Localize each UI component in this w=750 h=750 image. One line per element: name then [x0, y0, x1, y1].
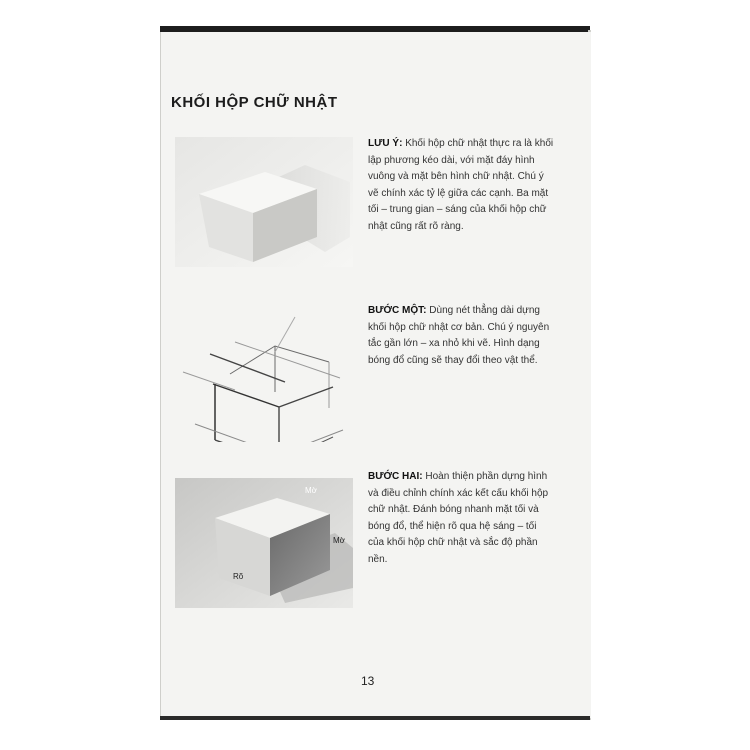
step-two-label: BƯỚC HAI:: [368, 471, 423, 482]
page-number: 13: [361, 674, 375, 688]
step-one-figure: [175, 312, 353, 442]
step-one-body: Dùng nét thẳng dài dựng khối hộp chữ nhật cơ bản. Chú ý nguyên tắc gần lớn – xa nhỏ khi vẽ. Hình dạng bóng đổ cũng sẽ thay đổi theo vật thể.: [368, 305, 550, 366]
box-photo-figure: [175, 137, 353, 267]
box-photo-illustration: [175, 137, 353, 267]
clear-label: Rõ: [233, 572, 244, 581]
box-shaded-drawing: [175, 478, 353, 608]
note-body: Khối hộp chữ nhật thực ra là khối lập phương kéo dài, với mặt đáy hình vuông và mặt bên hình chữ nhật. Chú ý vẽ chính xác tỷ lệ giữa các cạnh. Ba mặt tối – trung gian – sáng của khối hộp chữ nhật cũng rất rõ ràng.: [368, 138, 554, 232]
note-text: [368, 136, 554, 235]
step-two-body: Hoàn thiện phần dựng hình và điều chỉnh chính xác kết cấu khối hộp chữ nhật. Đánh bóng nhanh mặt tối và bóng đổ, thể hiện rõ qua hệ sáng – tối của khối hộp chữ nhật và sắc độ phần nền.: [368, 471, 549, 565]
step-one-label: BƯỚC MỘT:: [368, 305, 427, 316]
book-page: [160, 32, 591, 718]
blur-label-top: Mờ: [305, 486, 317, 495]
box-line-drawing: [175, 312, 353, 442]
note-label: LƯU Ý:: [368, 138, 403, 149]
step-one-text: [368, 303, 554, 369]
step-two-figure: [175, 478, 353, 608]
step-two-text: [368, 469, 554, 568]
page-title: KHỐI HỘP CHỮ NHẬT: [171, 94, 338, 111]
page-bottom-edge: [160, 716, 590, 720]
blur-label-right: Mờ: [333, 536, 345, 545]
